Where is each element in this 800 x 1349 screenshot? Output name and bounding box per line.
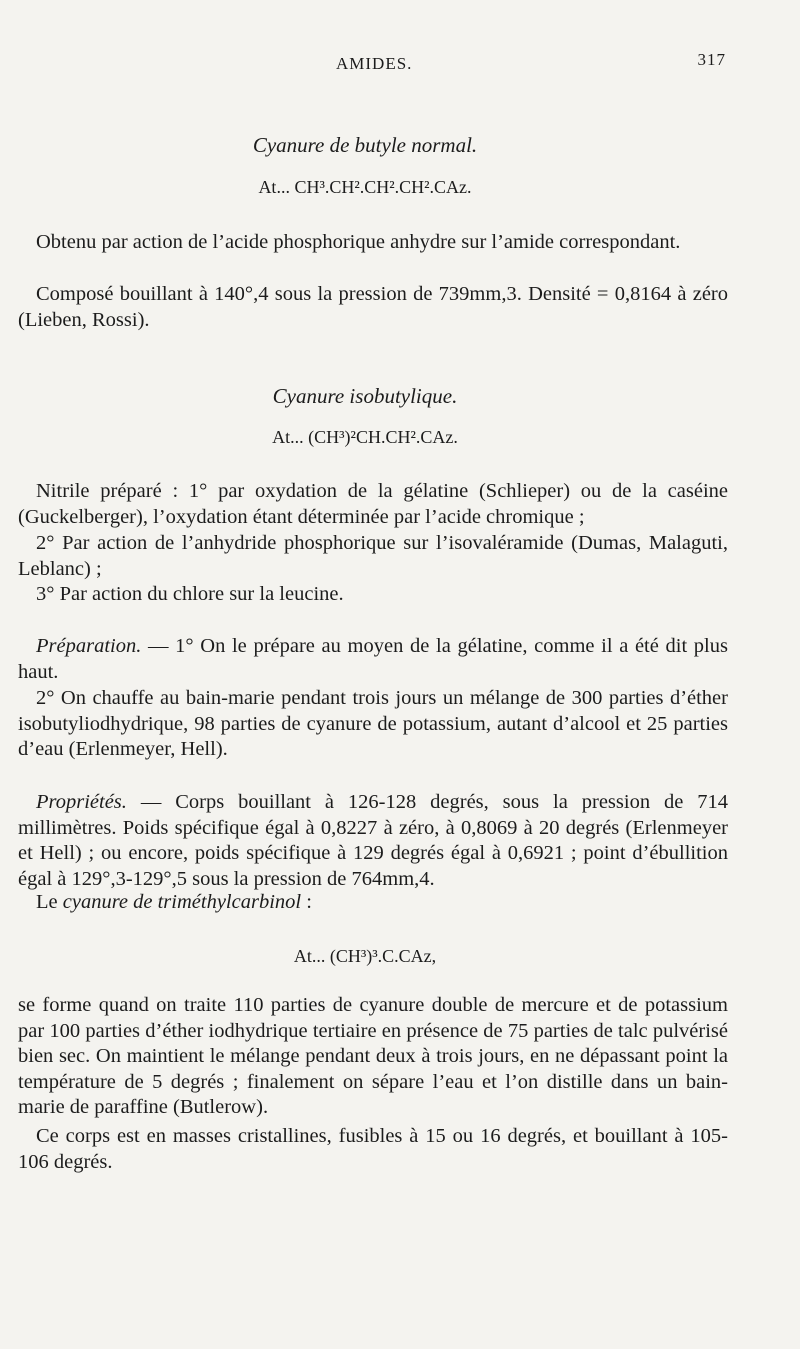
running-title: AMIDES.: [336, 54, 413, 73]
section-title-butyle: Cyanure de butyle normal.: [252, 133, 478, 157]
paragraph: se forme quand on traite 110 parties de cyanure double de mercure et de potassium par 100 parties d’éther iodhydrique tertiaire en présence de 75 parties de talc pulvérisé bien sec. On maintient le mélange pendant deux à trois jours, en ne dépassant point la température de 5 degrés ; finalement on sépare l’eau et l’on distille dans un bain-marie de paraffine (Butlerow).: [18, 994, 728, 1119]
formula-trimethylcarbinol: At... (CH³)³.C.CAz,: [293, 946, 437, 966]
paragraph: Obtenu par action de l’acide phosphorique anhydre sur l’amide correspondant.: [36, 231, 681, 253]
formula-butyle: At... CH³.CH².CH².CH².CAz.: [258, 177, 472, 197]
preparation-text: — 1° On le prépare au moyen de la gélatine, comme il a été dit plus haut.: [18, 635, 728, 683]
paragraph-preparation: [18, 634, 728, 685]
proprietes-label: Propriétés.: [36, 791, 127, 813]
page-number: 317: [697, 50, 726, 69]
le-prefix: Le: [36, 891, 63, 913]
page-header: [36, 48, 726, 76]
paragraph-proprietes: [18, 790, 728, 892]
le-suffix: :: [301, 891, 312, 913]
trimethylcarbinol-name: cyanure de triméthylcarbinol: [62, 891, 302, 913]
paragraph: 2° Par action de l’anhydride phosphorique sur l’isovaléramide (Dumas, Malaguti, Leblanc) ;: [18, 532, 728, 580]
section-title-isobutylique: Cyanure isobutylique.: [272, 384, 458, 408]
formula-isobutylique: At... (CH³)²CH.CH².CAz.: [272, 427, 458, 447]
paragraph: Nitrile préparé : 1° par oxydation de la gélatine (Schlieper) ou de la caséine (Guckelberger), l’oxydation étant déterminée par l’acide chromique ;: [18, 480, 728, 528]
proprietes-text: — Corps bouillant à 126-128 degrés, sous la pression de 714 millimètres. Poids spécifique égal à 0,8227 à zéro, à 0,8069 à 20 degrés (Erlenmeyer et Hell) ; ou encore, poids spécifique à 129 degrés égal à 0,6921 ; point d’ébullition égal à 129°,3-129°,5 sous la pression de 764mm,4.: [18, 791, 728, 890]
paragraph: 2° On chauffe au bain-marie pendant trois jours un mélange de 300 parties d’éther isobutyliodhydrique, 98 parties de cyanure de potassium, autant d’alcool et 25 parties d’eau (Erlenmeyer, Hell).: [18, 687, 728, 761]
paragraph-trimethylcarbinol: [18, 890, 728, 916]
paragraph: 3° Par action du chlore sur la leucine.: [36, 583, 344, 605]
paragraph: Composé bouillant à 140°,4 sous la pression de 739mm,3. Densité = 0,8164 à zéro (Lieben, Rossi).: [18, 283, 728, 331]
preparation-label: Préparation.: [36, 635, 142, 657]
paragraph: Ce corps est en masses cristallines, fusibles à 15 ou 16 degrés, et bouillant à 105-106 degrés.: [18, 1125, 728, 1173]
